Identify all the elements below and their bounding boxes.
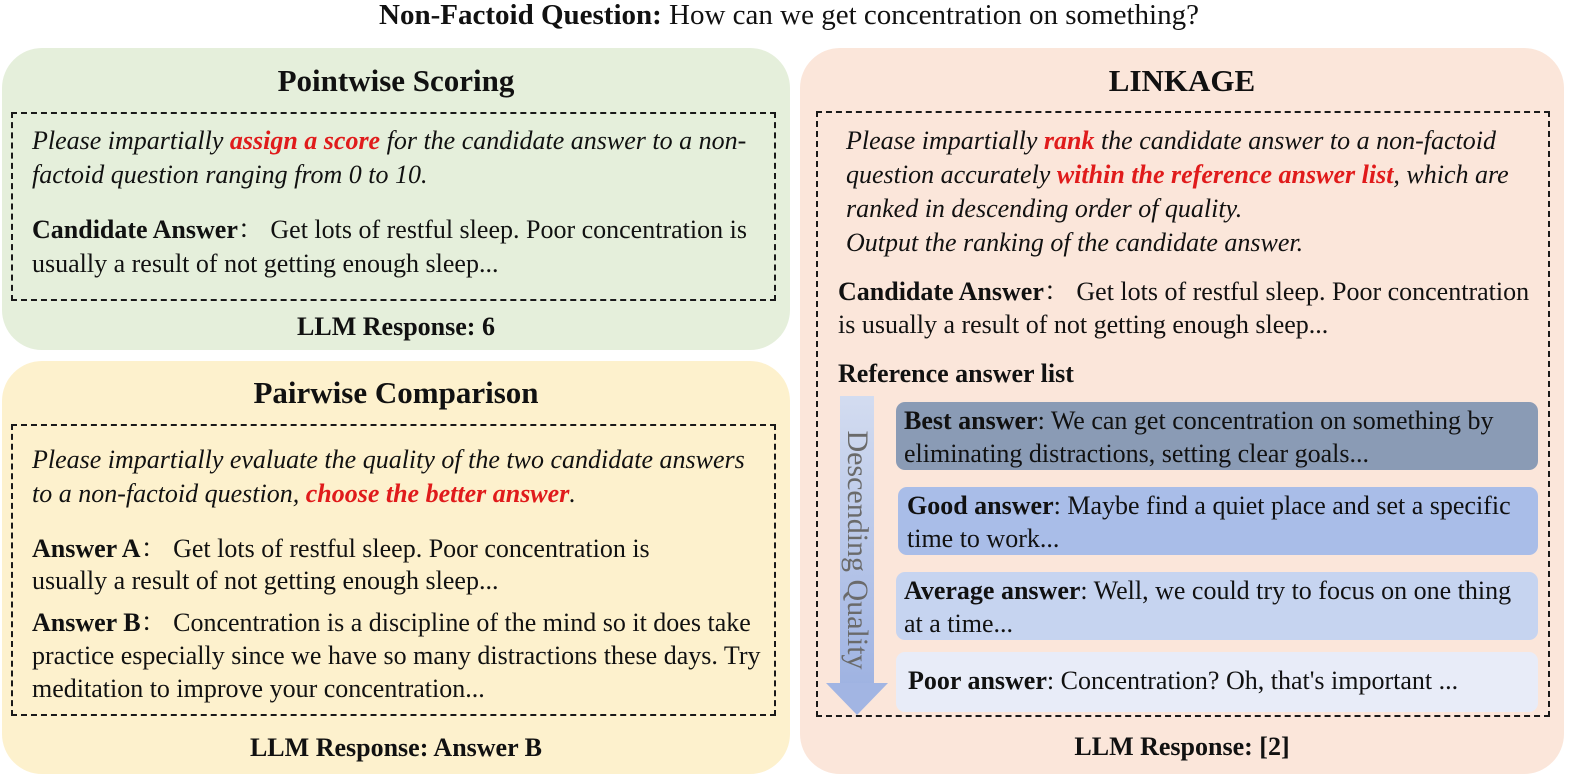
linkage-instruction-part-1: Please impartially <box>846 126 1044 155</box>
reference-good-label: Good answer <box>907 491 1054 520</box>
reference-poor-label: Poor answer <box>908 666 1047 695</box>
pointwise-instruction <box>32 124 772 192</box>
linkage-instruction-part-2: the candidate answer to a non-factoid question accurately <box>846 126 1496 189</box>
reference-best-text: : We can get concentration on something by eliminating distractions, setting clear goals... <box>904 406 1494 468</box>
pointwise-instruction-highlight: assign a score <box>229 126 381 155</box>
linkage-instruction-part-4: Output the ranking of the candidate answer. <box>846 228 1304 257</box>
pairwise-instruction-highlight: choose the better answer <box>305 479 570 508</box>
answer-b-label: Answer B <box>32 608 141 637</box>
linkage-response: LLM Response: [2] <box>1074 732 1290 761</box>
linkage-candidate-label: Candidate Answer <box>838 277 1044 306</box>
arrow-label-text: Descending Quality <box>841 430 874 670</box>
pointwise-candidate-sep: ： <box>237 215 264 244</box>
answer-a-text: Get lots of restful sleep. Poor concentration is usually a result of not getting enough sleep... <box>32 534 650 595</box>
answer-b-sep: ： <box>140 608 167 637</box>
pairwise-instruction <box>32 443 767 511</box>
reference-best <box>896 402 1538 470</box>
pointwise-response: LLM Response: 6 <box>297 312 495 341</box>
linkage-instruction-highlight-2: within the reference answer list <box>1056 160 1394 189</box>
pairwise-instruction-start: Please impartially evaluate the quality of the two candidate answers to a non-factoid question, <box>32 445 745 508</box>
pairwise-response: LLM Response: Answer B <box>249 733 543 762</box>
pointwise-instruction-end: for the candidate answer to a non-factoid question ranging from 0 to 10. <box>32 126 747 189</box>
linkage-instruction-highlight-1: rank <box>1043 126 1095 155</box>
question-text: How can we get concentration on something? <box>669 0 1199 31</box>
linkage-candidate-text: Get lots of restful sleep. Poor concentration is usually a result of not getting enough sleep... <box>838 277 1530 339</box>
linkage-candidate-sep: ： <box>1043 277 1070 306</box>
linkage-instruction <box>846 124 1536 260</box>
reference-poor-text: : Concentration? Oh, that's important ... <box>1046 666 1459 695</box>
pairwise-answer-a <box>32 533 712 597</box>
reference-good <box>898 487 1538 555</box>
pointwise-candidate-text: Get lots of restful sleep. Poor concentration is usually a result of not getting enough sleep... <box>32 215 747 278</box>
linkage-instruction-part-3: , which are ranked in descending order of quality. <box>846 160 1509 223</box>
pointwise-candidate-label: Candidate Answer <box>32 215 238 244</box>
pointwise-title: Pointwise Scoring <box>277 63 515 98</box>
pairwise-title: Pairwise Comparison <box>253 375 539 410</box>
answer-a-sep: ： <box>140 534 167 563</box>
question-label: Non-Factoid Question: <box>379 0 662 31</box>
pointwise-instruction-start: Please impartially <box>32 126 230 155</box>
pairwise-panel <box>2 361 790 774</box>
linkage-title: LINKAGE <box>1108 63 1256 98</box>
reference-good-text: : Maybe find a quiet place and set a specific time to work... <box>907 491 1511 553</box>
answer-a-label: Answer A <box>32 534 141 563</box>
answer-b-text: Concentration is a discipline of the mind so it does take practice especially since we have so many distractions these days. Try meditation to improve your concentration... <box>32 608 761 703</box>
reference-average-text: : Well, we could try to focus on one thing at a time... <box>904 576 1512 638</box>
reference-best-label: Best answer <box>904 406 1038 435</box>
pairwise-answer-b <box>32 606 777 705</box>
reference-average-label: Average answer <box>904 576 1081 605</box>
pointwise-panel <box>2 48 790 350</box>
linkage-candidate <box>838 275 1543 341</box>
question-header <box>0 0 1578 30</box>
reference-poor <box>896 652 1538 712</box>
reference-list-label: Reference answer list <box>838 359 1074 388</box>
pairwise-instruction-end: . <box>569 479 576 508</box>
pointwise-candidate <box>32 213 777 281</box>
reference-average <box>896 572 1538 640</box>
